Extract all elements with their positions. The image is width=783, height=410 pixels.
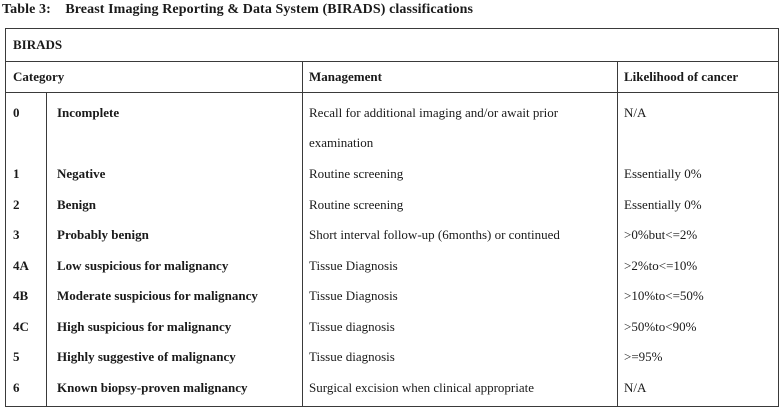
header-management: Management xyxy=(309,69,382,84)
header-divider xyxy=(6,92,778,93)
caption-label: Table 3: xyxy=(2,2,51,17)
row-likelihood: N/A xyxy=(624,380,647,395)
row-category: Incomplete xyxy=(57,105,120,120)
row-code: 4C xyxy=(13,319,29,334)
row-code: 4B xyxy=(13,288,29,303)
column-divider xyxy=(617,62,618,406)
row-code: 3 xyxy=(13,227,20,242)
group-title: BIRADS xyxy=(13,37,63,52)
row-code: 0 xyxy=(13,105,20,120)
row-management: Tissue Diagnosis xyxy=(309,288,398,303)
row-category: Moderate suspicious for malignancy xyxy=(57,288,258,303)
code-divider xyxy=(46,93,47,406)
header-category: Category xyxy=(13,69,65,84)
row-category: Probably benign xyxy=(57,227,149,242)
row-management: Routine screening xyxy=(309,197,404,212)
group-title-row xyxy=(6,29,778,62)
row-management: Tissue diagnosis xyxy=(309,349,395,364)
table-caption xyxy=(2,2,473,18)
row-management: Recall for additional imaging and/or await prior examination xyxy=(309,105,559,150)
row-likelihood: >10%to<=50% xyxy=(624,288,704,303)
row-category: Highly suggestive of malignancy xyxy=(57,349,236,364)
row-likelihood: >=95% xyxy=(624,349,663,364)
row-code: 1 xyxy=(13,166,20,181)
row-management: Tissue Diagnosis xyxy=(309,258,398,273)
header-likelihood: Likelihood of cancer xyxy=(624,69,739,84)
row-category: Benign xyxy=(57,197,97,212)
birads-table xyxy=(5,28,779,407)
row-category: Low suspicious for malignancy xyxy=(57,258,229,273)
row-category: Known biopsy-proven malignancy xyxy=(57,380,248,395)
row-likelihood: N/A xyxy=(624,105,647,120)
row-code: 6 xyxy=(13,380,20,395)
row-management: Routine screening xyxy=(309,166,404,181)
row-likelihood: >50%to<90% xyxy=(624,319,697,334)
caption-title: Breast Imaging Reporting & Data System (BIRADS) classifications xyxy=(65,2,474,17)
row-likelihood: >2%to<=10% xyxy=(624,258,698,273)
row-management: Tissue diagnosis xyxy=(309,319,395,334)
column-divider xyxy=(302,62,303,406)
row-code: 2 xyxy=(13,197,20,212)
row-code: 5 xyxy=(13,349,20,364)
row-code: 4A xyxy=(13,258,29,273)
row-management: Short interval follow-up (6months) or continued xyxy=(309,227,560,242)
row-category: High suspicious for malignancy xyxy=(57,319,232,334)
row-category: Negative xyxy=(57,166,106,181)
row-likelihood: >0%but<=2% xyxy=(624,227,698,242)
row-management: Surgical excision when clinical appropriate xyxy=(309,380,535,395)
row-likelihood: Essentially 0% xyxy=(624,166,702,181)
row-likelihood: Essentially 0% xyxy=(624,197,702,212)
